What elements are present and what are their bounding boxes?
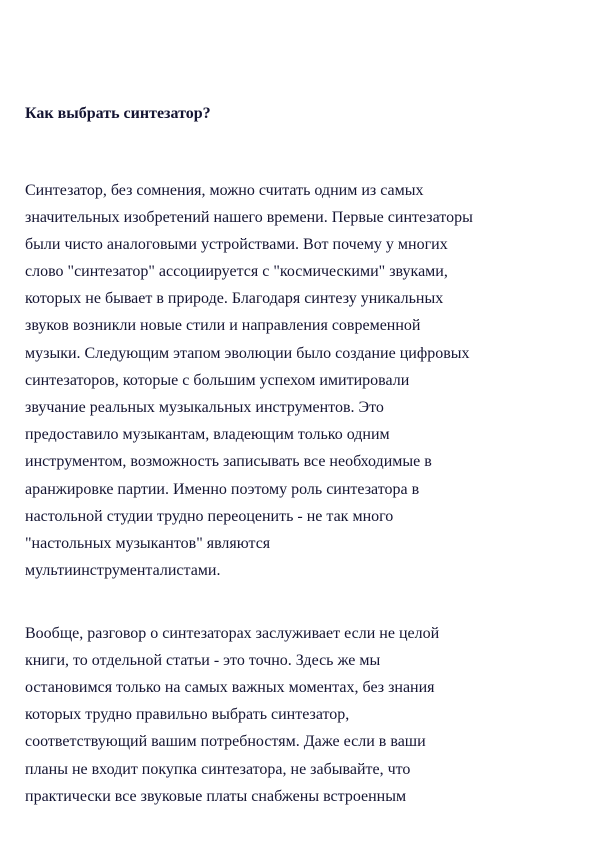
paragraph-2-line: соответствующий вашим потребностям. Даже если в ваши (25, 733, 426, 750)
paragraph-1-line: значительных изобретений нашего времени. Первые синтезаторы (25, 209, 473, 226)
paragraph-1-line: которых не бывает в природе. Благодаря синтезу уникальных (25, 290, 444, 307)
paragraph-1-line: аранжировке партии. Именно поэтому роль синтезатора в (25, 481, 420, 498)
paragraph-2-line: остановимся только на самых важных моментах, без знания (25, 679, 435, 696)
paragraph-2-line: Вообще, разговор о синтезаторах заслуживает если не целой (25, 625, 440, 642)
paragraph-2-line: практически все звуковые платы снабжены встроенным (25, 788, 407, 805)
paragraph-1-line: предоставило музыкантам, владеющим только одним (25, 426, 390, 443)
paragraph-2-line: которых трудно правильно выбрать синтезатор, (25, 706, 350, 723)
paragraph-1-line: музыки. Следующим этапом эволюции было создание цифровых (25, 345, 470, 362)
article-title: Как выбрать синтезатор? (25, 105, 211, 122)
paragraph-2-line: книги, то отдельной статьи - это точно. Здесь же мы (25, 652, 381, 669)
paragraph-1-line: звуков возникли новые стили и направления современной (25, 317, 421, 334)
paragraph-1-line: были чисто аналоговыми устройствами. Вот почему у многих (25, 236, 448, 253)
paragraph-2-line: планы не входит покупка синтезатора, не забывайте, что (25, 761, 411, 778)
paragraph-1-line: "настольных музыкантов" являются (25, 535, 271, 552)
paragraph-1-line: мультиинструменталистами. (25, 562, 221, 579)
paragraph-1-line: синтезаторов, которые с большим успехом имитировали (25, 372, 410, 389)
paragraph-1-line: настольной студии трудно переоценить - не так много (25, 508, 394, 525)
paragraph-1-line: слово "синтезатор" ассоциируется с "космическими" звуками, (25, 263, 448, 280)
paragraph-1-line: инструментом, возможность записывать все необходимые в (25, 453, 432, 470)
paragraph-1-line: Синтезатор, без сомнения, можно считать одним из самых (25, 182, 424, 199)
paragraph-1-line: звучание реальных музыкальных инструментов. Это (25, 399, 384, 416)
